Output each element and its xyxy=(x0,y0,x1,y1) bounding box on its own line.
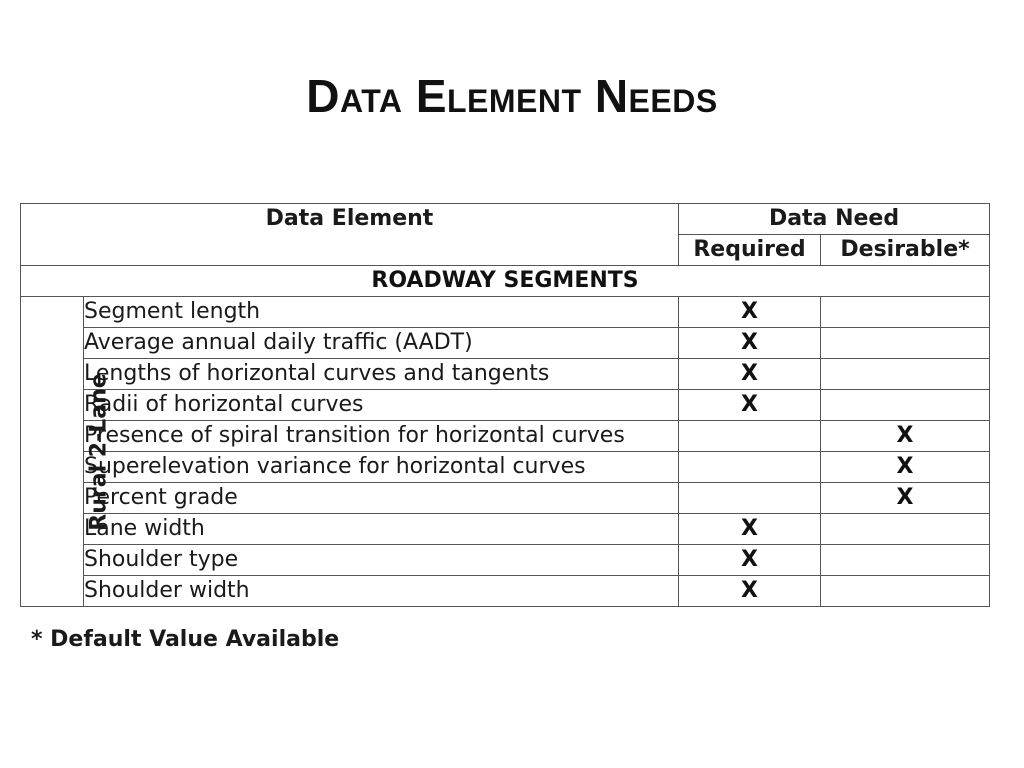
desirable-mark xyxy=(821,514,990,545)
group-cell xyxy=(21,297,112,607)
required-mark: X xyxy=(679,390,821,421)
required-mark xyxy=(679,452,821,483)
required-mark xyxy=(679,421,821,452)
header-row-1 xyxy=(21,204,990,235)
table-row xyxy=(21,421,990,452)
required-mark: X xyxy=(679,576,821,607)
element-cell: Lane width xyxy=(84,514,679,545)
required-mark: X xyxy=(679,545,821,576)
element-cell: Percent grade xyxy=(84,483,679,514)
table-row xyxy=(21,328,990,359)
element-cell: Presence of spiral transition for horizontal curves xyxy=(84,421,679,452)
element-cell: Radii of horizontal curves xyxy=(84,390,679,421)
desirable-mark: X xyxy=(821,421,990,452)
desirable-mark: X xyxy=(821,483,990,514)
table-row xyxy=(21,390,990,421)
slide-title: Data Element Needs xyxy=(306,70,718,122)
required-mark: X xyxy=(679,359,821,390)
table-row xyxy=(21,297,990,328)
element-cell: Superelevation variance for horizontal curves xyxy=(84,452,679,483)
desirable-mark: X xyxy=(821,452,990,483)
table-row xyxy=(21,452,990,483)
table-row xyxy=(21,483,990,514)
section-row xyxy=(21,266,990,297)
table-row xyxy=(21,576,990,607)
element-cell: Lengths of horizontal curves and tangents xyxy=(84,359,679,390)
data-element-table xyxy=(20,203,990,607)
header-desirable: Desirable* xyxy=(821,235,990,266)
desirable-mark xyxy=(821,359,990,390)
required-mark: X xyxy=(679,297,821,328)
header-data-element: Data Element xyxy=(21,204,679,266)
desirable-mark xyxy=(821,297,990,328)
group-label: Rural 2-Lane xyxy=(86,372,112,531)
section-title: ROADWAY SEGMENTS xyxy=(21,266,990,297)
table-row xyxy=(21,359,990,390)
element-cell: Segment length xyxy=(84,297,679,328)
element-cell: Average annual daily traffic (AADT) xyxy=(84,328,679,359)
table-row xyxy=(21,514,990,545)
footnote: * Default Value Available xyxy=(31,627,340,652)
header-required: Required xyxy=(679,235,821,266)
required-mark: X xyxy=(679,514,821,545)
element-cell: Shoulder type xyxy=(84,545,679,576)
required-mark: X xyxy=(679,328,821,359)
table-row xyxy=(21,545,990,576)
desirable-mark xyxy=(821,545,990,576)
desirable-mark xyxy=(821,576,990,607)
header-data-need: Data Need xyxy=(679,204,990,235)
element-cell: Shoulder width xyxy=(84,576,679,607)
required-mark xyxy=(679,483,821,514)
desirable-mark xyxy=(821,390,990,421)
desirable-mark xyxy=(821,328,990,359)
